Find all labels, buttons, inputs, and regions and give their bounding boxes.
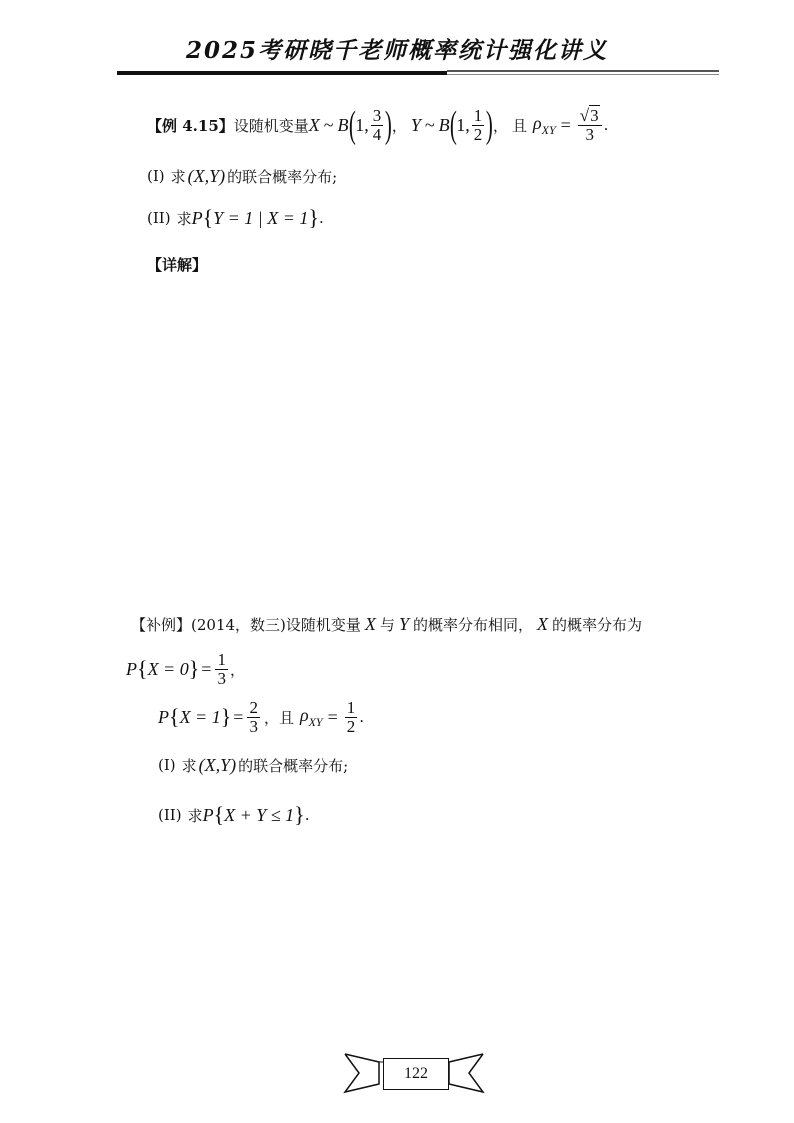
px1-value: $\frac{2}{3}$: [249, 697, 258, 736]
px1-and: ，且: [263, 708, 294, 727]
supplement-part-1: [158, 752, 348, 778]
brace-open: {: [213, 802, 225, 827]
part-1-label: (I): [147, 167, 165, 185]
part-2-inner: Y = 1 | X = 1: [213, 207, 309, 228]
supplement-tag: 【补例】: [131, 615, 192, 634]
supplement-text-d: 的概率分布为: [551, 615, 642, 634]
part-2-period: .: [318, 209, 324, 227]
px0-p: P: [126, 658, 137, 679]
supplement-part-2: [158, 800, 310, 830]
example-intro: 设随机变量: [233, 116, 309, 135]
px0-tail: ，: [229, 660, 245, 679]
header-rule-thin-lower: [447, 74, 719, 75]
sim-symbol-2: ~: [424, 114, 435, 135]
px0-value: $\frac{1}{3}$: [217, 649, 226, 688]
supp-part-2-p: P: [202, 804, 214, 825]
supp-var-y: Y: [398, 613, 409, 634]
brace-close: }: [308, 205, 319, 230]
example-statement: [147, 100, 608, 150]
and-text: 且: [511, 116, 527, 135]
px1-inner: X = 1: [179, 706, 221, 727]
page-number: 122: [383, 1058, 449, 1090]
supplement-source: (2014，数三): [191, 615, 286, 634]
equals-sign: =: [560, 114, 571, 135]
example-part-1: [147, 163, 337, 189]
supp-part-2-text: 求: [187, 806, 203, 825]
part-2-label: (II): [147, 209, 171, 227]
part-1-text-a: 求: [170, 167, 186, 186]
var-x: X: [308, 114, 320, 135]
binom-y-n: 1,: [456, 114, 470, 135]
supp-part-2-inner: X + Y ≤ 1: [224, 804, 295, 825]
part-2-text: 求: [176, 209, 192, 228]
period: .: [359, 708, 365, 726]
supp-var-x-2: X: [536, 613, 548, 634]
supplement-statement: [131, 611, 642, 637]
sim-symbol: ~: [323, 114, 334, 135]
supp-var-x: X: [364, 613, 376, 634]
supp-part-2-label: (II): [158, 806, 182, 824]
separator-comma: ，: [391, 116, 407, 135]
px1-p: P: [158, 706, 169, 727]
supp-px1: [158, 693, 364, 741]
header-rule-thick: [117, 71, 447, 75]
solution-label: 【详解】: [147, 255, 208, 274]
supp-part-1-text-b: 的联合概率分布;: [238, 756, 349, 775]
supp-part-1-label: (I): [158, 756, 176, 774]
paren-close: ): [385, 104, 392, 146]
period: .: [304, 806, 310, 824]
paren-open-2: (: [449, 104, 457, 146]
supplement-text-a: 设随机变量: [285, 615, 361, 634]
correlation-value: $\frac{√3}{3}$: [578, 107, 602, 144]
brace-close: }: [188, 656, 200, 681]
supplement-text-b: 与: [379, 615, 395, 634]
paren-open: (: [348, 104, 356, 146]
equals-sign: =: [233, 706, 244, 727]
equals-sign: =: [201, 658, 212, 679]
binom-x-n: 1,: [355, 114, 369, 135]
supp-rho-symbol: $\rho_{XY}$: [299, 704, 323, 729]
example-part-2: [147, 203, 324, 233]
binom-x-p: $\frac{3}{4}$: [372, 105, 382, 144]
page-number-badge: [339, 1048, 489, 1098]
separator-comma-2: ，: [492, 116, 508, 135]
var-y: Y: [410, 114, 421, 135]
supplement-text-c: 的概率分布相同，: [412, 615, 533, 634]
equals-sign: =: [327, 706, 338, 727]
page-header-title: 2025考研晓千老师概率统计强化讲义: [185, 37, 608, 64]
rho-symbol: $\rho_{XY}$: [532, 112, 556, 137]
supp-part-1-math: (X,Y): [198, 754, 237, 775]
brace-open: {: [202, 205, 214, 230]
example-tag: 【例 4.15】: [147, 116, 234, 135]
part-1-text-b: 的联合概率分布;: [227, 167, 338, 186]
period: .: [603, 116, 609, 134]
brace-open: {: [137, 656, 148, 681]
supp-part-1-text-a: 求: [181, 756, 197, 775]
part-1-math: (X,Y): [187, 165, 226, 186]
px0-inner: X = 0: [147, 658, 189, 679]
part-2-p: P: [191, 207, 203, 228]
paren-close-2: ): [486, 104, 494, 146]
binomial-b: B: [337, 114, 349, 135]
brace-close: }: [294, 802, 305, 827]
header-rule-thin: [447, 70, 719, 72]
supp-rho-value: $\frac{1}{2}$: [346, 697, 356, 736]
binomial-b-2: B: [438, 114, 450, 135]
binom-y-p: $\frac{1}{2}$: [473, 105, 483, 144]
supp-px0: [126, 645, 245, 693]
brace-open: {: [169, 704, 180, 729]
brace-close: }: [220, 704, 232, 729]
